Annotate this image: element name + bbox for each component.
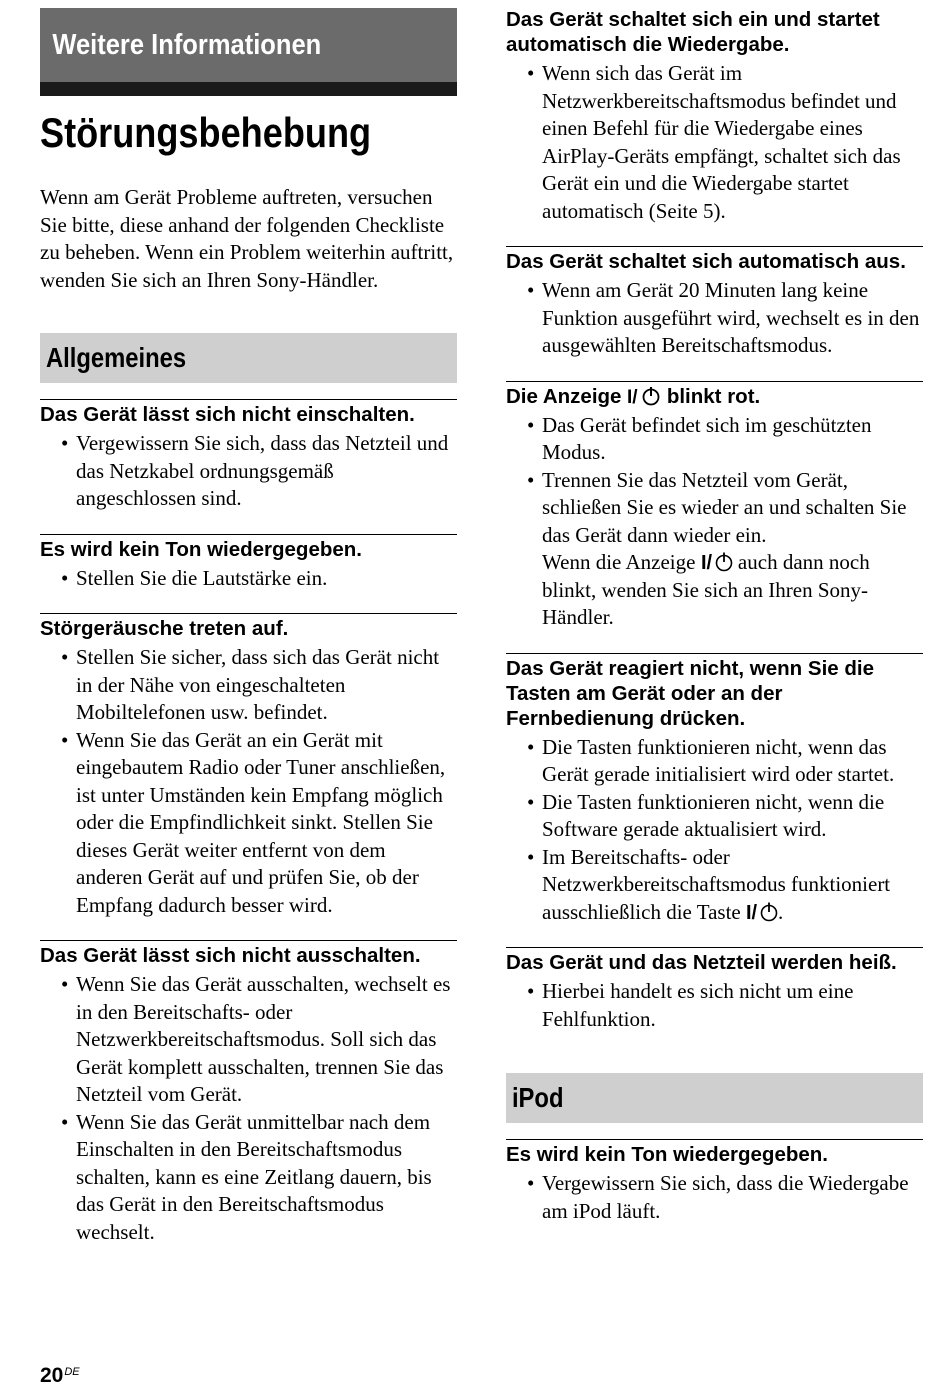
trouble-title: Das Gerät schaltet sich automatisch aus. bbox=[506, 250, 906, 273]
bullet-item: • Die Tasten funktionieren nicht, wenn das Gerät gerade initialisiert wird oder startet. bbox=[506, 734, 923, 789]
left-column bbox=[40, 0, 457, 1246]
trouble-title: Das Gerät und das Netzteil werden heiß. bbox=[506, 951, 897, 974]
category-general-label: Allgemeines bbox=[45, 342, 187, 373]
svg-text:I/: I/ bbox=[746, 901, 758, 922]
power-standby-icon bbox=[627, 386, 661, 406]
trouble-item-no-power-off bbox=[40, 940, 457, 1246]
bullet-item: • Stellen Sie die Lautstärke ein. bbox=[40, 565, 457, 593]
trouble-title: Die Anzeige I/ blinkt rot. bbox=[506, 384, 761, 408]
trouble-item-no-response bbox=[506, 653, 923, 927]
bullet-item: • Vergewissern Sie sich, dass das Netzteil und das Netzkabel ordnungsgemäß angeschlossen sind. bbox=[40, 430, 457, 513]
trouble-item-no-sound bbox=[40, 534, 457, 593]
language-code: DE bbox=[64, 1366, 80, 1378]
trouble-title: Das Gerät schaltet sich ein und startet automatisch die Wiedergabe. bbox=[506, 8, 880, 56]
trouble-item-auto-start bbox=[506, 5, 923, 225]
bullet-item: • Das Gerät befindet sich im geschützten Modus. bbox=[506, 412, 923, 467]
trouble-title: Das Gerät lässt sich nicht ausschalten. bbox=[40, 944, 421, 967]
bullet-item: • Hierbei handelt es sich nicht um eine Fehlfunktion. bbox=[506, 978, 923, 1033]
trouble-item-indicator-red bbox=[506, 381, 923, 632]
page-number: 20DE bbox=[40, 1364, 80, 1387]
section-title: Weitere Informationen bbox=[52, 28, 322, 61]
trouble-title: Das Gerät reagiert nicht, wenn Sie die Tasten am Gerät oder an der Fernbedienung drücken. bbox=[506, 656, 874, 730]
page-title: Störungsbehebung bbox=[40, 109, 372, 156]
trouble-item-noise bbox=[40, 613, 457, 919]
trouble-title: Störgeräusche treten auf. bbox=[40, 617, 289, 640]
category-ipod-label: iPod bbox=[511, 1082, 564, 1113]
bullet-item: • Wenn sich das Gerät im Netzwerkbereitschaftsmodus befindet und einen Befehl für die Wiedergabe eines AirPlay-Geräts empfängt, schaltet sich das Gerät ein und die Wiedergabe startet automatisch (Seite 5). bbox=[506, 60, 923, 225]
bullet-item: • Stellen Sie sicher, dass sich das Gerät nicht in der Nähe von eingeschalteten Mobiltelefonen usw. befindet. bbox=[40, 644, 457, 727]
trouble-item-auto-off bbox=[506, 246, 923, 360]
category-ipod bbox=[506, 1073, 923, 1123]
power-standby-icon bbox=[746, 901, 778, 922]
trouble-title: Es wird kein Ton wiedergegeben. bbox=[40, 537, 362, 561]
bullet-item: • Im Bereitschafts- oder Netzwerkbereitschaftsmodus funktioniert ausschließlich die Taste I/ . bbox=[506, 844, 923, 927]
trouble-item-no-power-on bbox=[40, 399, 457, 513]
trouble-title: Es wird kein Ton wiedergegeben. bbox=[506, 1143, 828, 1166]
right-column bbox=[506, 0, 923, 1225]
bullet-item: • Trennen Sie das Netzteil vom Gerät, schließen Sie es wieder an und schalten Sie das Gerät dann wieder ein. Wenn die Anzeige I/ auch dann noch blinkt, wenden Sie sich an Ihren Sony-Händler. bbox=[506, 467, 923, 632]
trouble-item-hot bbox=[506, 947, 923, 1033]
bullet-item: • Die Tasten funktionieren nicht, wenn die Software gerade aktualisiert wird. bbox=[506, 789, 923, 844]
bullet-note: Wenn die Anzeige I/ auch dann noch blinkt, wenden Sie sich an Ihren Sony-Händler. bbox=[542, 550, 870, 629]
svg-text:I/: I/ bbox=[700, 552, 712, 572]
bullet-item: • Wenn Sie das Gerät unmittelbar nach dem Einschalten in den Bereitschaftsmodus schalten, kann es eine Zeitlang dauern, bis das Gerät in den Bereitschaftsmodus wechselt. bbox=[40, 1109, 457, 1247]
bullet-item: • Wenn Sie das Gerät ausschalten, wechselt es in den Bereitschafts- oder Netzwerkbereitschaftsmodus. Soll sich das Gerät komplett ausschalten, trennen Sie das Netzteil vom Gerät. bbox=[40, 971, 457, 1109]
bullet-item: • Vergewissern Sie sich, dass die Wiedergabe am iPod läuft. bbox=[506, 1170, 923, 1225]
power-standby-icon bbox=[701, 551, 733, 572]
intro-text: Wenn am Gerät Probleme auftreten, versuchen Sie bitte, diese anhand der folgenden Checkliste zu beheben. Wenn ein Problem weiterhin auftritt, wenden Sie sich an Ihren Sony-Händler. bbox=[40, 185, 454, 292]
category-general bbox=[40, 333, 457, 383]
svg-text:I/: I/ bbox=[627, 386, 638, 406]
section-banner bbox=[40, 8, 457, 96]
trouble-title: Das Gerät lässt sich nicht einschalten. bbox=[40, 403, 415, 426]
bullet-item: • Wenn Sie das Gerät an ein Gerät mit eingebautem Radio oder Tuner anschließen, ist unter Umständen kein Empfang möglich oder die Empfindlichkeit sinkt. Stellen Sie dieses Gerät weiter entfernt von dem anderen Gerät auf und prüfen Sie, ob der Empfang dadurch besser wird. bbox=[40, 727, 457, 920]
bullet-item: • Wenn am Gerät 20 Minuten lang keine Funktion ausgeführt wird, wechselt es in den ausgewählten Bereitschaftsmodus. bbox=[506, 277, 923, 360]
trouble-item-ipod-no-sound bbox=[506, 1139, 923, 1225]
